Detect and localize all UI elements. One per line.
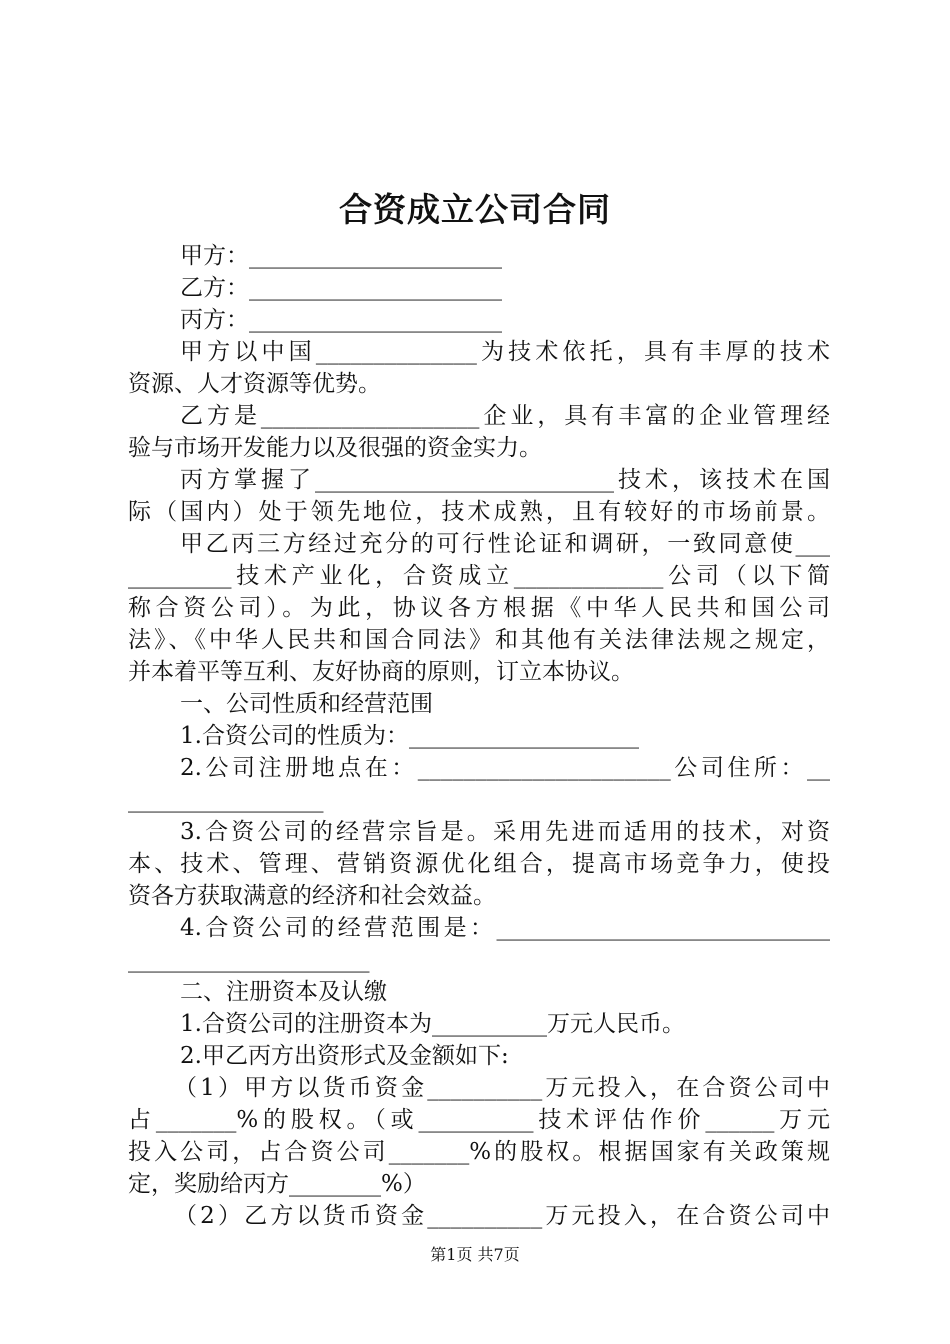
paragraph-line: 甲方以中国______________为技术依托，具有丰厚的技术 <box>180 339 830 365</box>
clause-line: 本、技术、管理、营销资源优化组合，提高市场竞争力，使投 <box>128 851 830 877</box>
party-b-line: 乙方：______________________ <box>180 275 502 301</box>
section-heading-1: 一、公司性质和经营范围 <box>180 691 433 717</box>
paragraph-line: 甲乙丙三方经过充分的可行性论证和调研，一致同意使___ <box>180 531 830 557</box>
paragraph-line: 资源、人才资源等优势。 <box>128 371 381 397</box>
clause-line: （2）乙方以货币资金__________万元投入，在合资公司中 <box>174 1203 830 1229</box>
clause-line: 定，奖励给丙方________%） <box>128 1171 426 1197</box>
clause-line: 4.合资公司的经营范围是：_____________________________ <box>180 915 830 941</box>
paragraph-line: 际（国内）处于领先地位，技术成熟，且有较好的市场前景。 <box>128 499 830 525</box>
party-c-line: 丙方：______________________ <box>180 307 502 333</box>
clause-line: 投入公司，占合资公司_______%的股权。根据国家有关政策规 <box>128 1139 830 1165</box>
paragraph-line: 并本着平等互利、友好协商的原则，订立本协议。 <box>128 659 634 685</box>
clause-line: 占_______%的股权。（或__________技术评估作价______万元 <box>128 1107 830 1133</box>
paragraph-line: 验与市场开发能力以及很强的资金实力。 <box>128 435 542 461</box>
party-a-line: 甲方：______________________ <box>180 243 502 269</box>
clause-line: （1）甲方以货币资金__________万元投入，在合资公司中 <box>174 1075 830 1101</box>
paragraph-line: 乙方是___________________企业，具有丰富的企业管理经 <box>180 403 830 429</box>
clause-line: 3.合资公司的经营宗旨是。采用先进而适用的技术，对资 <box>180 819 830 845</box>
clause-line: _____________________ <box>128 947 370 973</box>
page-footer: 第1页 共7页 <box>430 1245 520 1264</box>
paragraph-line: 称合资公司）。为此，协议各方根据《中华人民共和国公司 <box>128 595 830 621</box>
clause-line: 1.合资公司的注册资本为__________万元人民币。 <box>180 1011 685 1037</box>
clause-line: 2.甲乙丙方出资形式及金额如下: <box>180 1043 509 1069</box>
section-heading-2: 二、注册资本及认缴 <box>180 979 387 1005</box>
clause-line: 2.公司注册地点在：______________________公司住所：__ <box>180 755 830 781</box>
paragraph-line: _________技术产业化，合资成立_____________公司（以下简 <box>128 563 830 589</box>
document-title: 合资成立公司合同 <box>339 190 611 229</box>
paragraph-line: 丙方掌握了__________________________技术，该技术在国 <box>180 467 830 493</box>
clause-line: 1.合资公司的性质为：____________________ <box>180 723 639 749</box>
clause-line: _________________ <box>128 787 324 813</box>
paragraph-line: 法》、《中华人民共和国合同法》和其他有关法律法规之规定， <box>128 627 830 653</box>
clause-line: 资各方获取满意的经济和社会效益。 <box>128 883 496 909</box>
